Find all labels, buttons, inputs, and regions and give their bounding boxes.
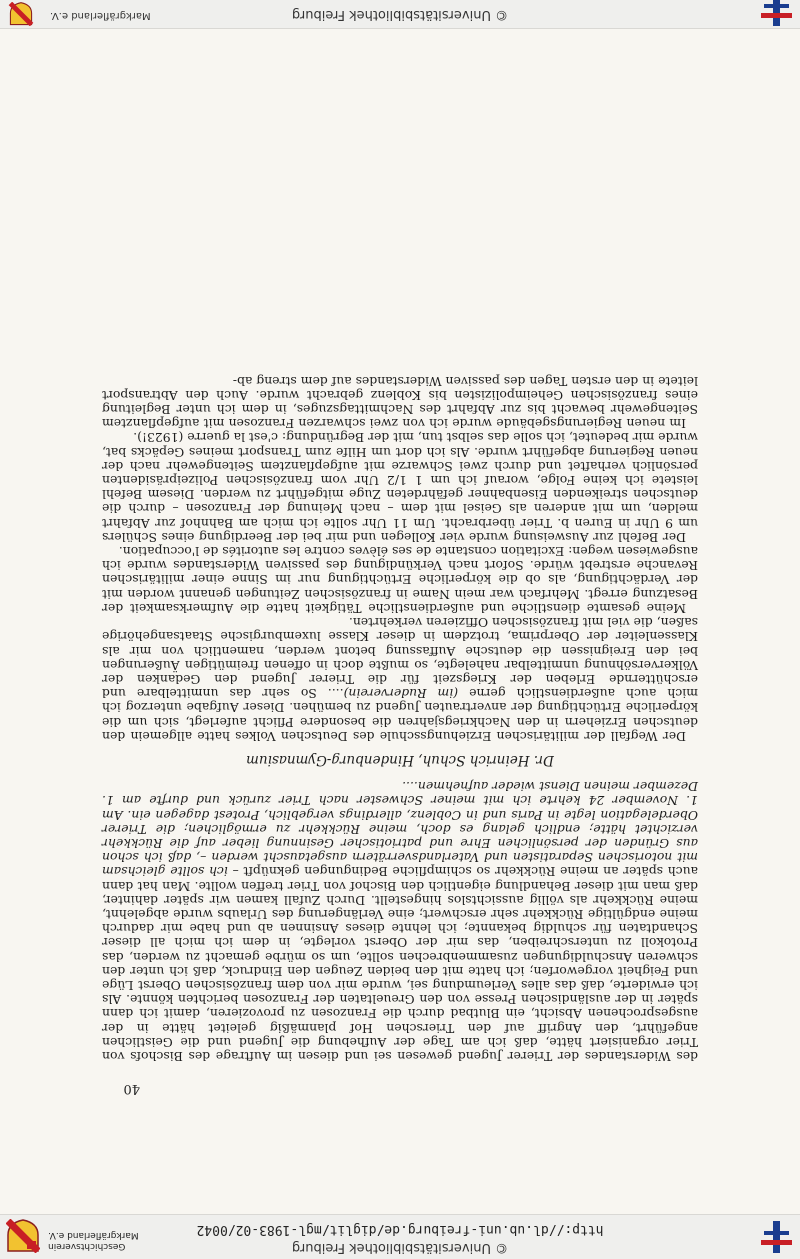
paragraph-5: Im neuen Regierungsgebäude wurde ich von zwei schwarzen Franzosen mit aufgepflanztem Seitengewehr bewacht bis zur Abfahrt des Nachmittagszuges, in dem ich unter Begleitung eines französischen Geheimpolizisten bis Koblenz gebracht wurde. Auch den Abtransport leitete in den ersten Tagen des passiven Widerstandes auf dem streng ab- xyxy=(102,373,698,432)
document-body xyxy=(102,373,698,1063)
paragraph-4: Der Befehl zur Ausweisung wurde vier Kollegen und mir bei der Beerdigung eines Schülers um 9 Uhr in Euren b. Trier überbracht. Um 11 Uhr sollte ich mich am Bahnhof zur Abfahrt melden, um mit anderen als Geisel mit dem – nach Meinung der Franzosen – durch die deutschen streikenden Eisenbahner gefährdeten Zuge mitgeführt zu werden. Diesem Befehl leistete ich keine Folge, worauf ich um 1 1/2 Uhr vom französischen Polizeipräsidenten persönlich verhaftet und durch zwei Schwarze mit aufgepflanztem Seitengewehr nach der neuen Regierung abgeführt wurde. Als ich dort um Hilfe zum Transport meines Gepäcks bat, wurde mir bedeutet, ich solle das selbst tun, mit der Begründung: c'est la guerre (1923!). xyxy=(102,430,698,545)
society-line2: Markgräflerland e.V. xyxy=(48,1230,139,1240)
header-bar xyxy=(0,1214,800,1259)
ub-freiburg-logo-icon-footer xyxy=(758,0,794,26)
paragraph-2-text: Der Wegfall der militärischen Erziehungsschule des Deutschen Volkes hatte allgemein den deutschen Erziehern in den Nachkriegsjahren die besondere Pflicht auferlegt, sich um die körperliche Ertüchtigung der anvertrauten Jugend zu bemühen. Dieser Aufgabe unterzog ich mich auch außerdienstlich gerne xyxy=(102,686,698,744)
paragraph-1 xyxy=(102,779,698,1063)
society-crest-icon xyxy=(6,1219,40,1253)
paragraph-2 xyxy=(102,615,698,743)
society-name xyxy=(48,1229,139,1251)
footer-library-credit: © Universitätsbibliothek Freiburg xyxy=(291,7,509,22)
paragraph-1-text: des Widerstandes der Trierer Jugend gewesen sei und diesen im Auftrage des Bischofs von Trier organisiert hätte, daß ich am Tage der Aufhebung die Jugend und die Geistlichen angeführt, den Angriff auf den Trierschen Hof planmäßig geleitet hätte in der ausgesprochenen Absicht, ein Blutbad durch die Franzosen zu provozieren, damit ich dann später in der ausländischen Presse von den Greueltaten der Franzosen berichten könnte. Als ich erwiderte, daß das alles Verleumdung sei, wurde mir von dem französischen Oberst Lüge und Feigheit vorgeworfen; ich hatte mit den beiden Zeugen den Eindruck, daß ich unter den schweren Anschuldigungen zusammenbrechen sollte, um so mürbe gemacht zu werden, das Protokoll zu unterschreiben, das mir der Oberst vorlegte, in dem ich mich all dieser Schandtaten für schuldig bekannte; ich lehnte dieses Ansinnen ab und habe mir dadurch meine endgültige Rückkehr sehr erschwert; eine Verlängerung des Urlaubs wurde abgelehnt, meine Rückkehr als völlig aussichtslos hingestellt. Durch Zufall kamen wir später dahinter, daß man mit dieser Behandlung eigentlich den Bischof von Trier treffen wollte. Man hat dann auch später an meine Rückkehr so schimpfliche Bedingungen geknüpft – xyxy=(102,864,698,1064)
page-number: 40 xyxy=(123,1081,140,1096)
library-credit: © Universitätsbibliothek Freiburg xyxy=(291,1240,509,1255)
ub-freiburg-logo-icon xyxy=(758,1221,794,1253)
footer-crest-icon xyxy=(8,2,34,26)
paragraph-2-italic: (im Ruderverein) xyxy=(343,686,459,702)
society-line1: Geschichtsverein xyxy=(48,1241,126,1251)
society-badge xyxy=(4,1217,214,1255)
source-url-link[interactable]: http://dl.ub.uni-freiburg.de/diglit/mgl-1983-02/0042 xyxy=(196,1222,604,1237)
paragraph-2-rest: .... So sehr das unmittelbare und erschütternde Erleben der Kriegszeit für die Trierer Jugend den Gedanken der Völkerversöhnung unmittelbar nahelegte, so mußte doch in offenen freimütigen Äußerungen bei den Ereignissen die deutsche Auffassung betont werden, namentlich von mir als Klassenleiter der Oberprima, trotzdem in dieser Klasse luxemburgische Staatsangehörige saßen, die viel mit französischen Offizieren verkehrten. xyxy=(102,615,698,702)
footer-society: Markgräflerland e.V. xyxy=(50,10,151,21)
footer-bar xyxy=(0,0,800,29)
author-line: Dr. Heinrich Schuh, Hindenburg-Gymnasium xyxy=(246,751,554,768)
paragraph-3: Meine gesamte dienstliche und außerdienstliche Tätigkeit hatte die Aufmerksamkeit der Besatzung erregt. Mehrfach war mein Name in französischen Zeitungen genannt worden mit der Verdächtigung, als ob die körperliche Ertüchtigung nur im Sinne einer militärischen Revanche erstrebt würde. Sofort nach Verkündigung des passiven Widerstandes wurde ich ausgewiesen wegen: Excitation constante de ses élèves contre les autorités de l'occupation. xyxy=(102,544,698,616)
paragraph-1-italic: ich sollte gleichsam mit notorischen Separatisten und Vaterlandsverrätern ausgetauscht werden –, daß ich schon aus Gründen der persönlichen Ehre und patriotischer Gesinnung lieber auf die Rückkehr verzichtet hätte; endlich gelang es doch, meine Rückkehr zu ermöglichen; die Trierer Oberdelegation legte in Paris und in Coblenz, allerdings vergeblich, Protest dagegen ein. Am 1. November 24 kehrte ich mit meiner Schwester nach Trier zurück und durfte am 1. Dezember meinen Dienst wieder aufnehmen.... xyxy=(101,779,698,880)
